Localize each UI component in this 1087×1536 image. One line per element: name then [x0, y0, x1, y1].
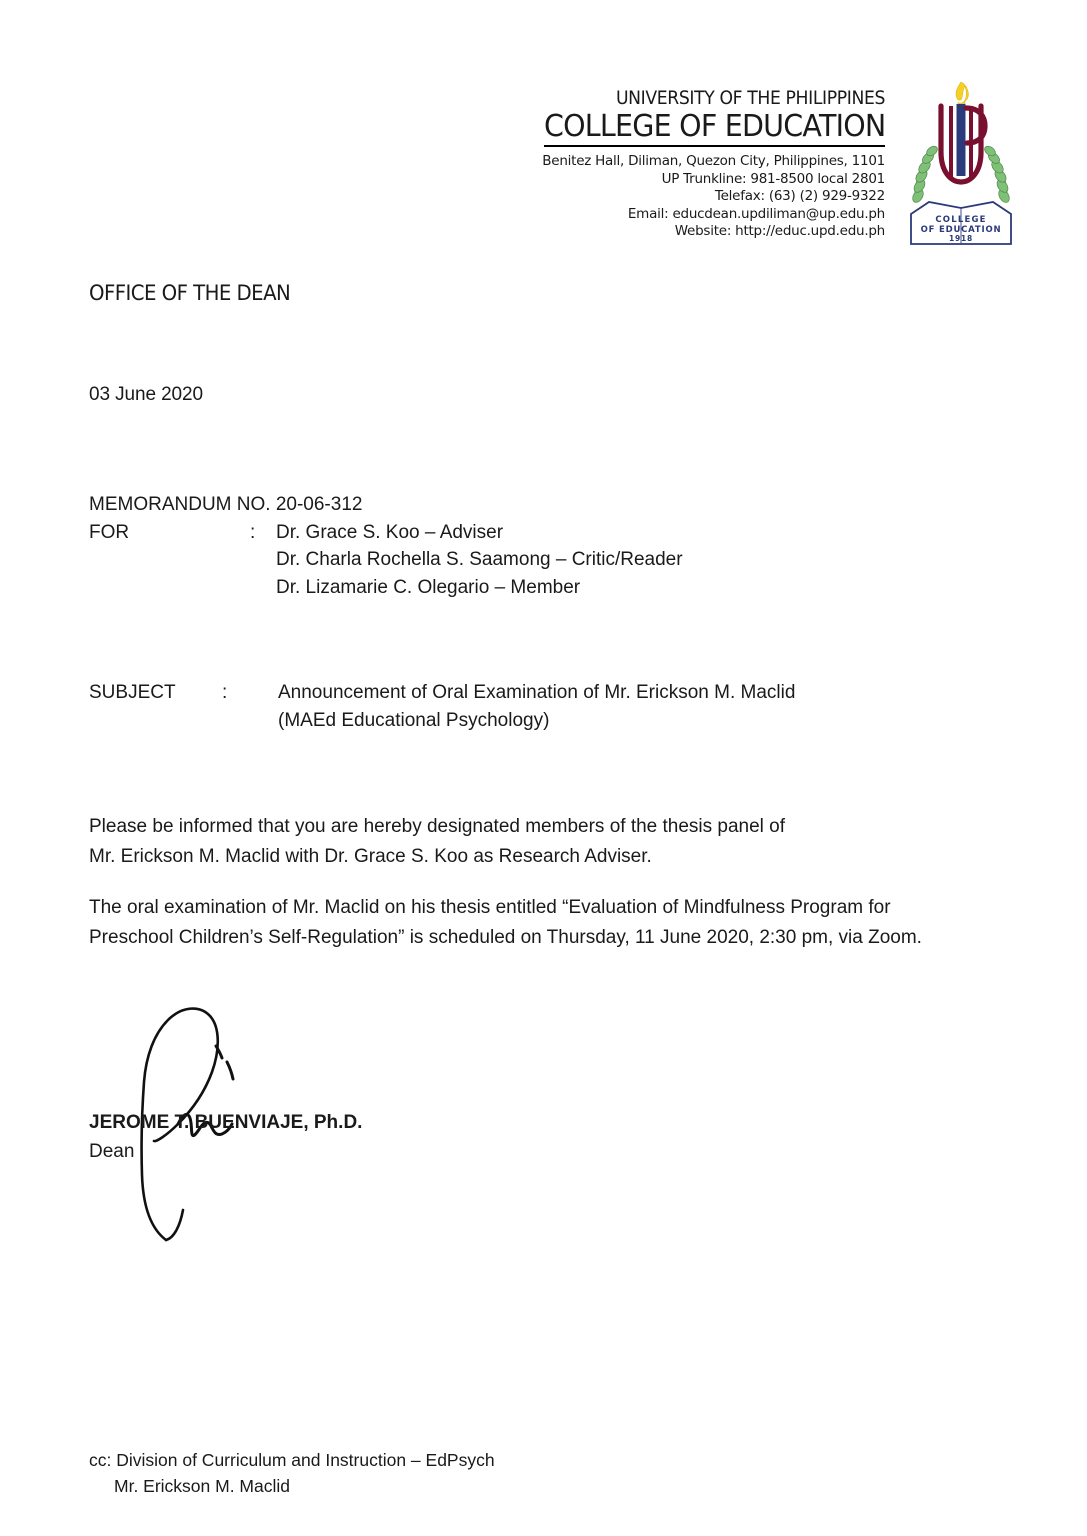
letterhead	[0, 0, 1087, 260]
signatory-title: Dean	[89, 1141, 135, 1162]
contact-info	[480, 153, 885, 241]
recipient-list	[276, 519, 989, 602]
subject-colon: :	[222, 682, 228, 703]
subject-label: SUBJECT	[89, 682, 176, 703]
cc-line-division: cc: Division of Curriculum and Instruction – EdPsych	[89, 1450, 495, 1470]
body-paragraph-2	[89, 893, 997, 953]
memorandum-block	[89, 491, 989, 601]
for-field-row	[89, 519, 989, 602]
body-paragraph-1	[89, 812, 997, 872]
seal-text-line1: COLLEGE	[935, 215, 987, 225]
paragraph-line: The oral examination of Mr. Maclid on his thesis entitled “Evaluation of Mindfulness Program for	[89, 897, 891, 918]
laurel-branch-right	[983, 144, 1012, 204]
subject-field-row	[89, 679, 989, 734]
list-item: Dr. Charla Rochella S. Saamong – Critic/Reader	[276, 549, 683, 570]
for-colon: :	[250, 521, 256, 543]
signatory-name: JEROME T. BUENVIAJE, Ph.D.	[89, 1112, 363, 1133]
address-line: Benitez Hall, Diliman, Quezon City, Philippines, 1101	[542, 153, 885, 169]
subject-line: Announcement of Oral Examination of Mr. Erickson M. Maclid	[278, 682, 796, 703]
website-line: Website: http://educ.upd.edu.ph	[674, 223, 885, 239]
paragraph-line: Mr. Erickson M. Maclid with Dr. Grace S. Koo as Research Adviser.	[89, 846, 652, 867]
paragraph-line: Please be informed that you are hereby designated members of the thesis panel of	[89, 816, 786, 837]
document-date: 03 June 2020	[89, 384, 203, 405]
cc-block	[89, 1447, 495, 1499]
telefax-line: Telefax: (63) (2) 929-9322	[714, 188, 885, 204]
trunkline-line: UP Trunkline: 981-8500 local 2801	[661, 170, 885, 187]
for-label: FOR	[89, 521, 130, 543]
seal-text-line2: OF EDUCATION	[920, 225, 1002, 235]
subject-block	[89, 679, 989, 734]
seal-column-navy	[957, 104, 966, 176]
list-item: Dr. Grace S. Koo – Adviser	[276, 521, 504, 543]
laurel-branch-left	[910, 144, 939, 204]
university-name: UNIVERSITY OF THE PHILIPPINES	[615, 88, 885, 109]
email-line: Email: educdean.updiliman@up.edu.ph	[627, 205, 885, 222]
office-heading: OFFICE OF THE DEAN	[89, 281, 291, 305]
seal-text-year: 1918	[948, 234, 974, 243]
subject-value	[278, 679, 989, 734]
letterhead-text-block	[480, 88, 885, 241]
college-of-education-seal-logo	[903, 74, 1019, 252]
memorandum-number: MEMORANDUM NO. 20-06-312	[89, 494, 363, 515]
subject-line: (MAEd Educational Psychology)	[278, 709, 550, 731]
list-item: Dr. Lizamarie C. Olegario – Member	[276, 576, 581, 598]
signature-block	[89, 1108, 362, 1166]
cc-line-recipient: Mr. Erickson M. Maclid	[114, 1476, 290, 1496]
college-name: COLLEGE OF EDUCATION	[543, 110, 885, 147]
paragraph-line: Preschool Children’s Self-Regulation” is scheduled on Thursday, 11 June 2020, 2:30 pm, via Zoom.	[89, 927, 922, 948]
flame-icon	[956, 82, 968, 106]
